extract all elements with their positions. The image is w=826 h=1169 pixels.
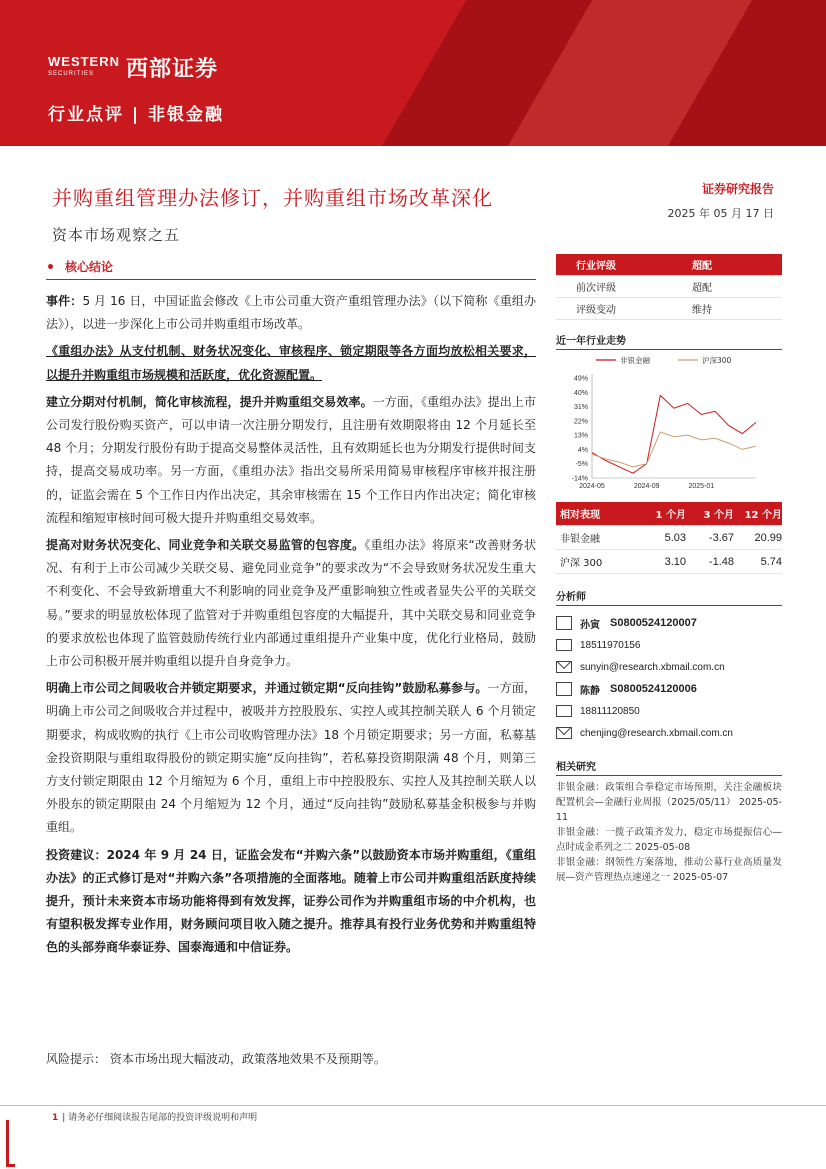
paragraph-investment (46, 844, 536, 960)
series-line (592, 432, 756, 467)
rating-label: 前次评级 (576, 283, 616, 294)
paragraph-lockup (46, 677, 536, 839)
installment-text: 一方面，《重组办法》提出上市公司发行股份购买资产，可以申请一次注册分期发行，且注册有效期限将由 12 个月延长至 48 个月；分期发行股份有助于提高交易整体灵活性，且有效期延长也为分期发行提供时间支持，提高交易成功率。另一方面，《重组办法》指出交易所采用简易审核程序审核并报注册的，证监会需在 5 个工作日内作出决定，其余审核需在 15 个工作日内作出决定；简化审核流程和缩短审核时间可极大提升并购重组交易效率。 (46, 394, 536, 525)
risk-note: 风险提示： 资本市场出现大幅波动，政策落地效果不及预期等。 (46, 1052, 386, 1066)
company-logo (48, 52, 218, 83)
y-tick-label: 13% (573, 432, 588, 440)
installment-lead: 建立分期对付机制，简化审核流程，提升并购重组交易效率。 (46, 394, 373, 409)
rating-table (556, 254, 782, 320)
email-icon (556, 727, 572, 739)
footer-divider (0, 1105, 826, 1106)
x-tick-label: 2024-09 (633, 483, 660, 490)
header-banner (0, 0, 826, 146)
report-date: 2025 年 05 月 17 日 (667, 207, 774, 220)
logo-en: WESTERN (48, 53, 120, 69)
related-heading: 相关研究 (556, 756, 782, 776)
paragraph-installment (46, 391, 536, 530)
y-tick-label: 49% (573, 375, 588, 383)
related-item[interactable]: 非银金融：政策组合拳稳定市场预期，关注金融板块配置机会—金融行业周报（2025/05/11） 2025-05-11 (556, 782, 782, 823)
phone-icon (556, 705, 572, 717)
summary-text: 《重组办法》从支付机制、财务状况变化、审核程序、锁定期限等各方面均放松相关要求，以提升并购重组市场规模和活跃度，优化资源配置。 (46, 344, 536, 382)
related-item[interactable]: 非银金融：纲领性方案落地，推动公募行业高质量发展—资产管理热点速递之一 2025-05-07 (556, 857, 782, 883)
tolerance-text: 《重组办法》将原来“改善财务状况、有利于上市公司减少关联交易、避免同业竞争”的要求改为“不会导致财务状况发生重大不利变化、不会导致新增重大不利影响的同业竞争及严重影响独立性或者显失公平的关联交易。”要求的明显放松体现了监管对于并购重组包容度的大幅提升，其中关联交易和同业竞争的要求放松也体现了监管鼓励传统行业内部通过重组提升产业集中度，优化行业格局，鼓励上市公司积极开展并购重组以提升自身竞争力。 (46, 538, 536, 669)
trend-chart (556, 350, 782, 490)
lockup-lead: 明确上市公司之间吸收合并锁定期要求，并通过锁定期“反向挂钩”鼓励私募参与。 (46, 681, 488, 696)
performance-table (556, 502, 782, 574)
related-item[interactable]: 非银金融：一揽子政策齐发力，稳定市场提振信心—点时成金系列之二 2025-05-08 (556, 827, 782, 853)
analyst-list (556, 612, 782, 744)
email-icon (556, 661, 572, 673)
perf-value: -3.67 (708, 531, 734, 544)
legend-label: 非银金融 (620, 356, 650, 365)
perf-value: -1.48 (708, 555, 734, 568)
footer-text: | 请务必仔细阅读报告尾部的投资评级说明和声明 (62, 1113, 258, 1123)
perf-value: 5.03 (664, 531, 686, 544)
x-tick-label: 2025-01 (688, 483, 715, 490)
analyst-phone (556, 634, 782, 656)
rating-value: 超配 (692, 261, 712, 272)
analyst-row (556, 612, 782, 634)
rating-label: 行业评级 (576, 261, 616, 272)
corner-decoration (6, 1120, 15, 1167)
analyst-id: S0800524120006 (610, 683, 697, 695)
y-tick-label: -14% (571, 475, 588, 483)
page-number: 1 (52, 1113, 59, 1123)
legend-label: 沪深300 (702, 356, 732, 365)
rating-value: 超配 (692, 283, 712, 294)
analyst-phone (556, 700, 782, 722)
logo-cn: 西部证券 (126, 57, 219, 82)
analysts-heading: 分析师 (556, 586, 782, 606)
email-text[interactable]: sunyin@research.xbmail.com.cn (580, 661, 725, 673)
analyst-name: 孙寅 (580, 619, 600, 631)
analyst-email[interactable] (556, 656, 782, 678)
trend-heading: 近一年行业走势 (556, 330, 782, 350)
email-text[interactable]: chenjing@research.xbmail.com.cn (580, 727, 733, 739)
perf-name: 沪深 300 (560, 558, 603, 569)
key-heading-text: 核心结论 (65, 260, 114, 274)
y-tick-label: 4% (577, 446, 588, 454)
report-subtitle: 资本市场观察之五 (52, 226, 181, 244)
main-body (46, 290, 536, 964)
trend-chart-svg (556, 350, 782, 500)
footer (52, 1110, 257, 1123)
person-icon (556, 682, 572, 696)
person-icon (556, 616, 572, 630)
paragraph-tolerance (46, 534, 536, 673)
analyst-row (556, 678, 782, 700)
logo-en-sub: SECURITIES (48, 70, 95, 77)
perf-header: 12 个月 (744, 510, 782, 521)
phone-text: 18811120850 (580, 705, 640, 717)
perf-value: 20.99 (754, 531, 782, 544)
report-type: 证券研究报告 (701, 182, 774, 196)
phone-text: 18511970156 (580, 639, 641, 651)
analyst-email[interactable] (556, 722, 782, 744)
tolerance-lead: 提高对财务状况变化、同业竞争和关联交易监管的包容度。 (46, 538, 365, 553)
bullet-icon (48, 264, 53, 269)
y-tick-label: 22% (573, 418, 588, 426)
event-lead: 事件： (46, 294, 83, 308)
rating-row (556, 298, 782, 320)
lockup-text: 一方面，明确上市公司之间吸收合并过程中，被吸并方控股股东、实控人或其控制关联人 6 个月锁定期要求，构成收购的执行《上市公司收购管理办法》18 个月锁定期要求；另一方面，私募基金投资期限与重组取得股份的锁定期实施“反向挂钩”，若私募投资期限满 48 个月，则第三方支付锁定期限由 12 个月缩短为 6 个月，重组上市中控股股东、实控人及其控制关联人以外股东的锁定期限由 24 个月缩短为 12 个月，通过“反向挂钩”鼓励私募基金积极参与并购重组。 (46, 681, 536, 835)
paragraph-summary (46, 340, 536, 386)
analyst-name: 陈静 (580, 685, 600, 697)
phone-icon (556, 639, 572, 651)
x-tick-label: 2024-05 (579, 483, 605, 490)
perf-header: 1 个月 (655, 510, 686, 521)
perf-header: 3 个月 (703, 510, 734, 521)
report-title: 并购重组管理办法修订，并购重组市场改革深化 (52, 186, 493, 210)
investment-text: 投资建议：2024 年 9 月 24 日，证监会发布“并购六条”以鼓励资本市场并购重组，《重组办法》的正式修订是对“并购六条”各项措施的全面落地。随着上市公司并购重组活跃度持续提升，预计未来资本市场功能将得到有效发挥，证券公司作为并购重组市场的中介机构，也有望积极发挥专业作用，财务顾问项目收入随之提升。推荐具有投行业务优势和并购重组特色的头部券商华泰证券、国泰海通和中信证券。 (46, 847, 536, 955)
rating-row (556, 254, 782, 276)
paragraph-event (46, 290, 536, 336)
y-tick-label: 31% (573, 404, 588, 412)
perf-value: 3.10 (664, 555, 686, 568)
logo-mark (48, 53, 120, 80)
perf-row (556, 526, 782, 550)
perf-row (556, 550, 782, 574)
key-conclusion-heading (46, 258, 536, 280)
event-text: 5 月 16 日，中国证监会修改《上市公司重大资产重组管理办法》（以下简称《重组办法》），以进一步深化上市公司并购重组市场改革。 (46, 294, 536, 332)
analyst-id: S0800524120007 (610, 617, 697, 629)
rating-value: 维持 (692, 305, 712, 316)
perf-header-row (556, 502, 782, 526)
perf-value: 5.74 (760, 555, 782, 568)
rating-label: 评级变动 (576, 305, 616, 316)
related-list (556, 780, 782, 885)
rating-row (556, 276, 782, 298)
perf-header: 相对表现 (560, 510, 600, 521)
perf-name: 非银金融 (560, 534, 600, 545)
sidebar (556, 254, 782, 885)
section-label: 行业点评 | 非银金融 (48, 105, 225, 125)
y-tick-label: -5% (575, 461, 588, 469)
y-tick-label: 40% (573, 389, 588, 397)
